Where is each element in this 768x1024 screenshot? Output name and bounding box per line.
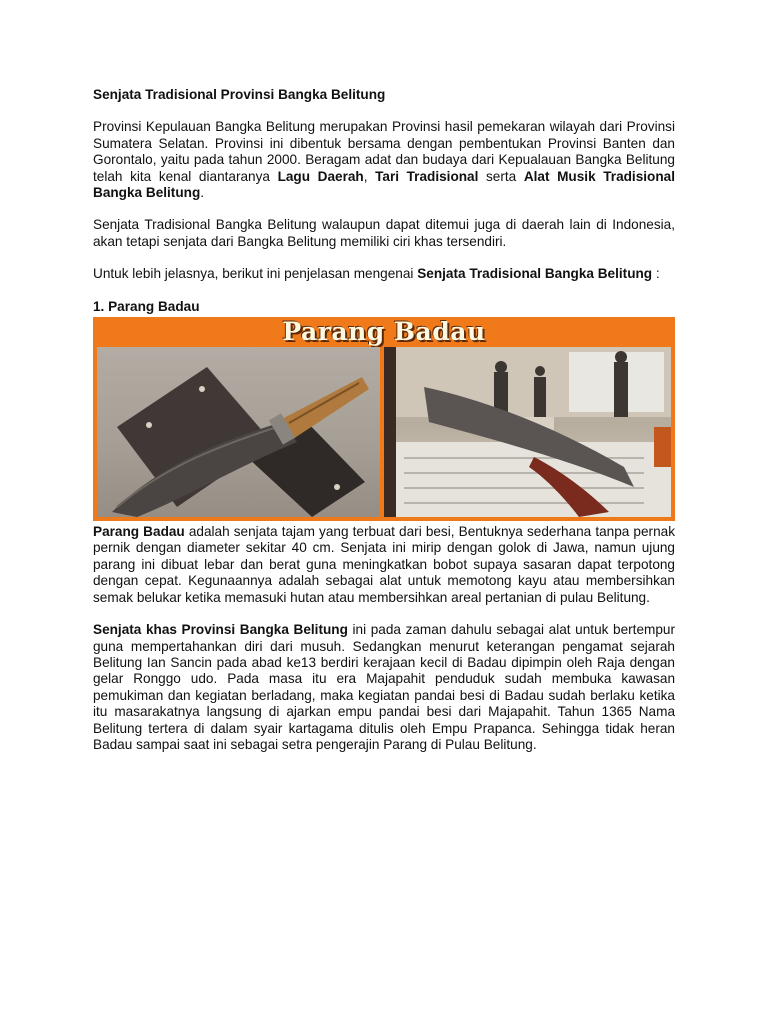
history-bold: Senjata khas Provinsi Bangka Belitung — [93, 622, 348, 638]
photo-parang-with-sheath — [97, 347, 380, 517]
parang-badau-description — [93, 524, 675, 606]
history-text: ini pada zaman dahulu sebagai alat untuk bertempur guna mempertahankan diri dari musuh. Sedangkan menurut keterangan pengamat sejarah Belitung Ian Sancin pada abad ke13 berdiri kerajaan kecil di Badau dipimpin oleh Raja dengan gelar Ronggo udo. Pada masa itu era Majapahit penduduk sudah membuka kawasan pemukiman dan kegiatan berladang, maka kegiatan pandai besi di Badau sudah berlaku ketika itu masarakatnya langsung di ajarkan empu pandai besi dari Majapahit. Tahun 1365 Nama Belitung tertera di dalam syair kartagama ditulis oleh Empu Prapanca. Sehingga tidak heran Badau sampai saat ini sebagai setra pengerajin Parang di Pulau Belitung. — [93, 622, 675, 752]
parang-badau-text: adalah senjata tajam yang terbuat dari besi, Bentuknya sederhana tanpa pernak pernik dengan diameter sekitar 40 cm. Senjata ini mirip dengan golok di Jawa, namun ujung parang ini dibuat lebar dan berat guna meningkatkan bobot supaya sasaran dapat terpotong dengan cepat. Kegunaannya adalah sebagai alat untuk memotong kayu atau membersihkan semak belukar ketika memasuki hutan atau membersihkan areal pertanian di pulau Belitung. — [93, 524, 676, 605]
intro-bold-alat-musik: Alat Musik Tradisional Bangka Belitung — [93, 168, 675, 201]
paragraph-3-end: : — [652, 266, 660, 282]
intro-separator-1: , — [363, 168, 376, 184]
paragraph-3 — [93, 266, 675, 282]
intro-end: . — [200, 185, 205, 201]
image-title: Parang Badau — [282, 317, 486, 347]
section-heading-parang-badau: 1. Parang Badau — [93, 298, 200, 314]
intro-bold-lagu-daerah: Lagu Daerah — [277, 168, 364, 184]
intro-bold-tari-tradisional: Tari Tradisional — [375, 168, 479, 184]
demonstration-illustration — [384, 347, 671, 517]
intro-paragraph — [93, 119, 675, 201]
parang-badau-history — [93, 622, 675, 753]
parang-badau-bold: Parang Badau — [93, 524, 185, 540]
paragraph-3-text: Untuk lebih jelasnya, berikut ini penjelasan mengenai — [93, 266, 418, 282]
paragraph-2: Senjata Tradisional Bangka Belitung walaupun dapat ditemui juga di daerah lain di Indonesia, akan tetapi senjata dari Bangka Belitung memiliki ciri khas tersendiri. — [93, 217, 675, 249]
intro-text: Provinsi Kepulauan Bangka Belitung merupakan Provinsi hasil pemekaran wilayah dari Provinsi Sumatera Selatan. Provinsi ini dibentuk bersama dengan pembentukan Provinsi Banten dan Gorontalo, yaitu pada tahun 2000. Beragam adat dan budaya dari Kepualauan Bangka Belitung telah kita kenal diantaranya — [93, 119, 675, 184]
document-title: Senjata Tradisional Provinsi Bangka Belitung — [93, 87, 386, 102]
photo-parang-demonstration — [384, 347, 671, 517]
paragraph-3-bold: Senjata Tradisional Bangka Belitung — [417, 266, 653, 282]
intro-separator-2: serta — [478, 168, 524, 184]
parang-sheath-illustration — [97, 347, 380, 517]
document-content — [93, 87, 675, 769]
parang-badau-image — [93, 317, 675, 521]
